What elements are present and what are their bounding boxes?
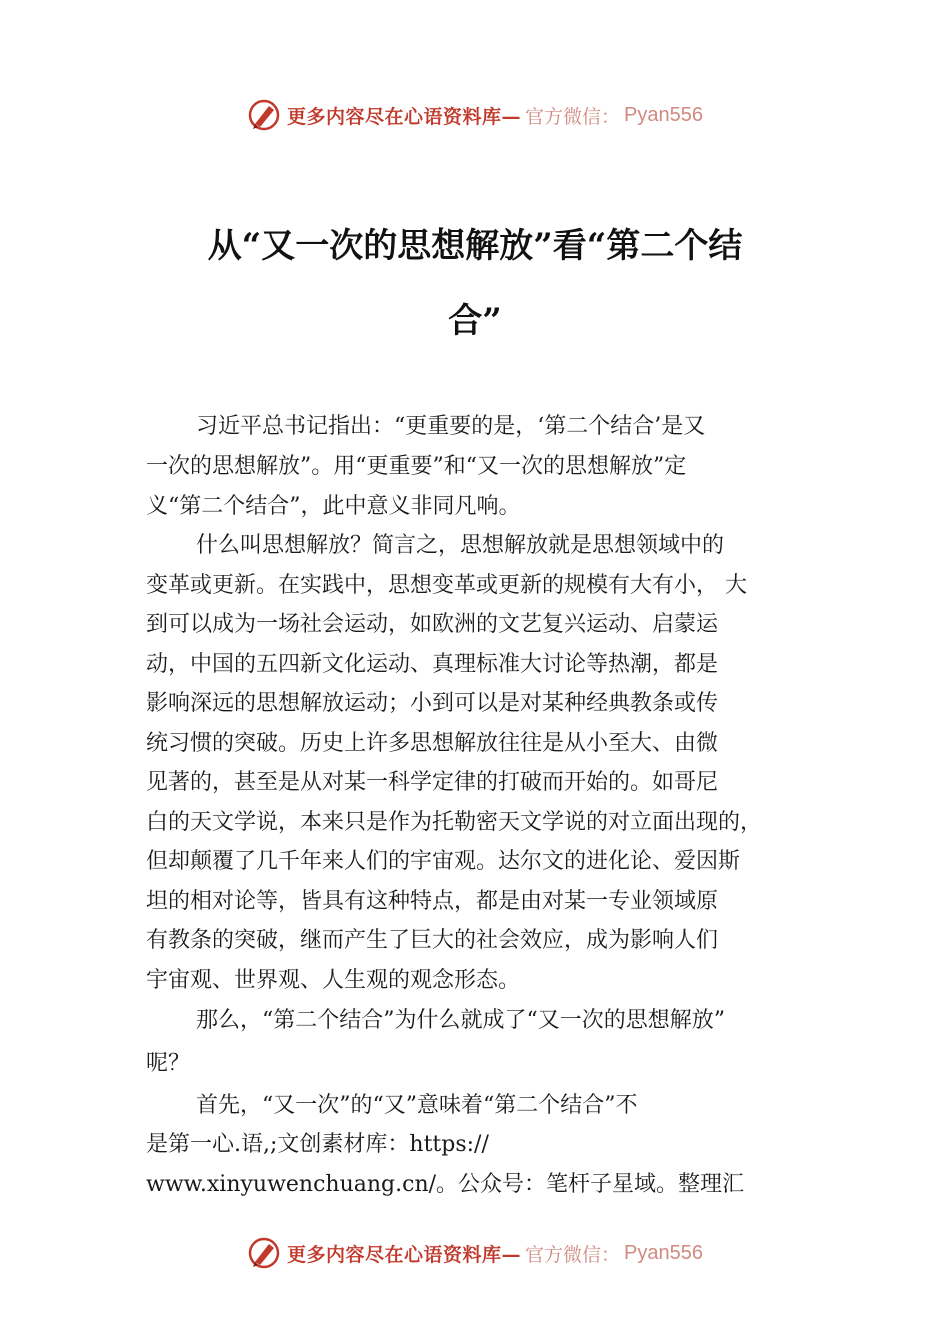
banner-text: 更多内容尽在心语资料库— [287,105,522,128]
text-line: 白的天文学说，本来只是作为托勒密天文学说的对立面出现的， [146,810,763,835]
wechat-id: Pyan556 [624,103,703,126]
wechat-id: Pyan556 [624,1241,703,1264]
pen-logo-icon [247,98,281,132]
text-line: 是第一心.语,;文创素材库：https:// [146,1132,489,1157]
text-line: 到可以成为一场社会运动，如欧洲的文艺复兴运动、启蒙运 [146,612,719,637]
wechat-label: 官方微信： [525,1243,621,1266]
document-title-line-2: 合” [448,301,502,341]
text-line: 义“第二个结合”，此中意义非同凡响。 [146,494,521,519]
text-line: 坦的相对论等，皆具有这种特点，都是由对某一专业领域原 [146,889,719,914]
text-line: 呢？ [146,1051,191,1076]
text-line: 习近平总书记指出：“更重要的是，‘第二个结合’是又 [196,414,706,439]
text-line: www.xinyuwenchuang.cn/。公众号：笔杆子星域。整理汇 [146,1172,745,1197]
text-line: 有教条的突破，继而产生了巨大的社会效应，成为影响人们 [146,928,719,953]
document-title-line-1: 从“又一次的思想解放”看“第二个结 [207,226,743,266]
footer-banner [0,1233,950,1273]
pen-logo-icon [247,1236,281,1270]
text-line: 什么叫思想解放？简言之，思想解放就是思想领域中的 [196,533,725,558]
text-line: 影响深远的思想解放运动；小到可以是对某种经典教条或传 [146,691,719,716]
text-line: 宇宙观、世界观、人生观的观念形态。 [146,968,521,993]
header-banner [0,95,950,135]
text-line: 那么，“第二个结合”为什么就成了“又一次的思想解放” [196,1008,725,1033]
text-line: 变革或更新。在实践中，思想变革或更新的规模有大有小， 大 [146,573,747,598]
wechat-label: 官方微信： [525,105,621,128]
text-line: 见著的，甚至是从对某一科学定律的打破而开始的。如哥尼 [146,770,719,795]
text-line: 一次的思想解放”。用“更重要”和“又一次的思想解放”定 [146,454,687,479]
text-line: 首先，“又一次”的“又”意味着“第二个结合”不 [196,1093,638,1118]
text-line: 动，中国的五四新文化运动、真理标准大讨论等热潮，都是 [146,652,719,677]
text-line: 统习惯的突破。历史上许多思想解放往往是从小至大、由微 [146,731,719,756]
banner-text: 更多内容尽在心语资料库— [287,1243,522,1266]
text-line: 但却颠覆了几千年来人们的宇宙观。达尔文的进化论、爱因斯 [146,849,741,874]
